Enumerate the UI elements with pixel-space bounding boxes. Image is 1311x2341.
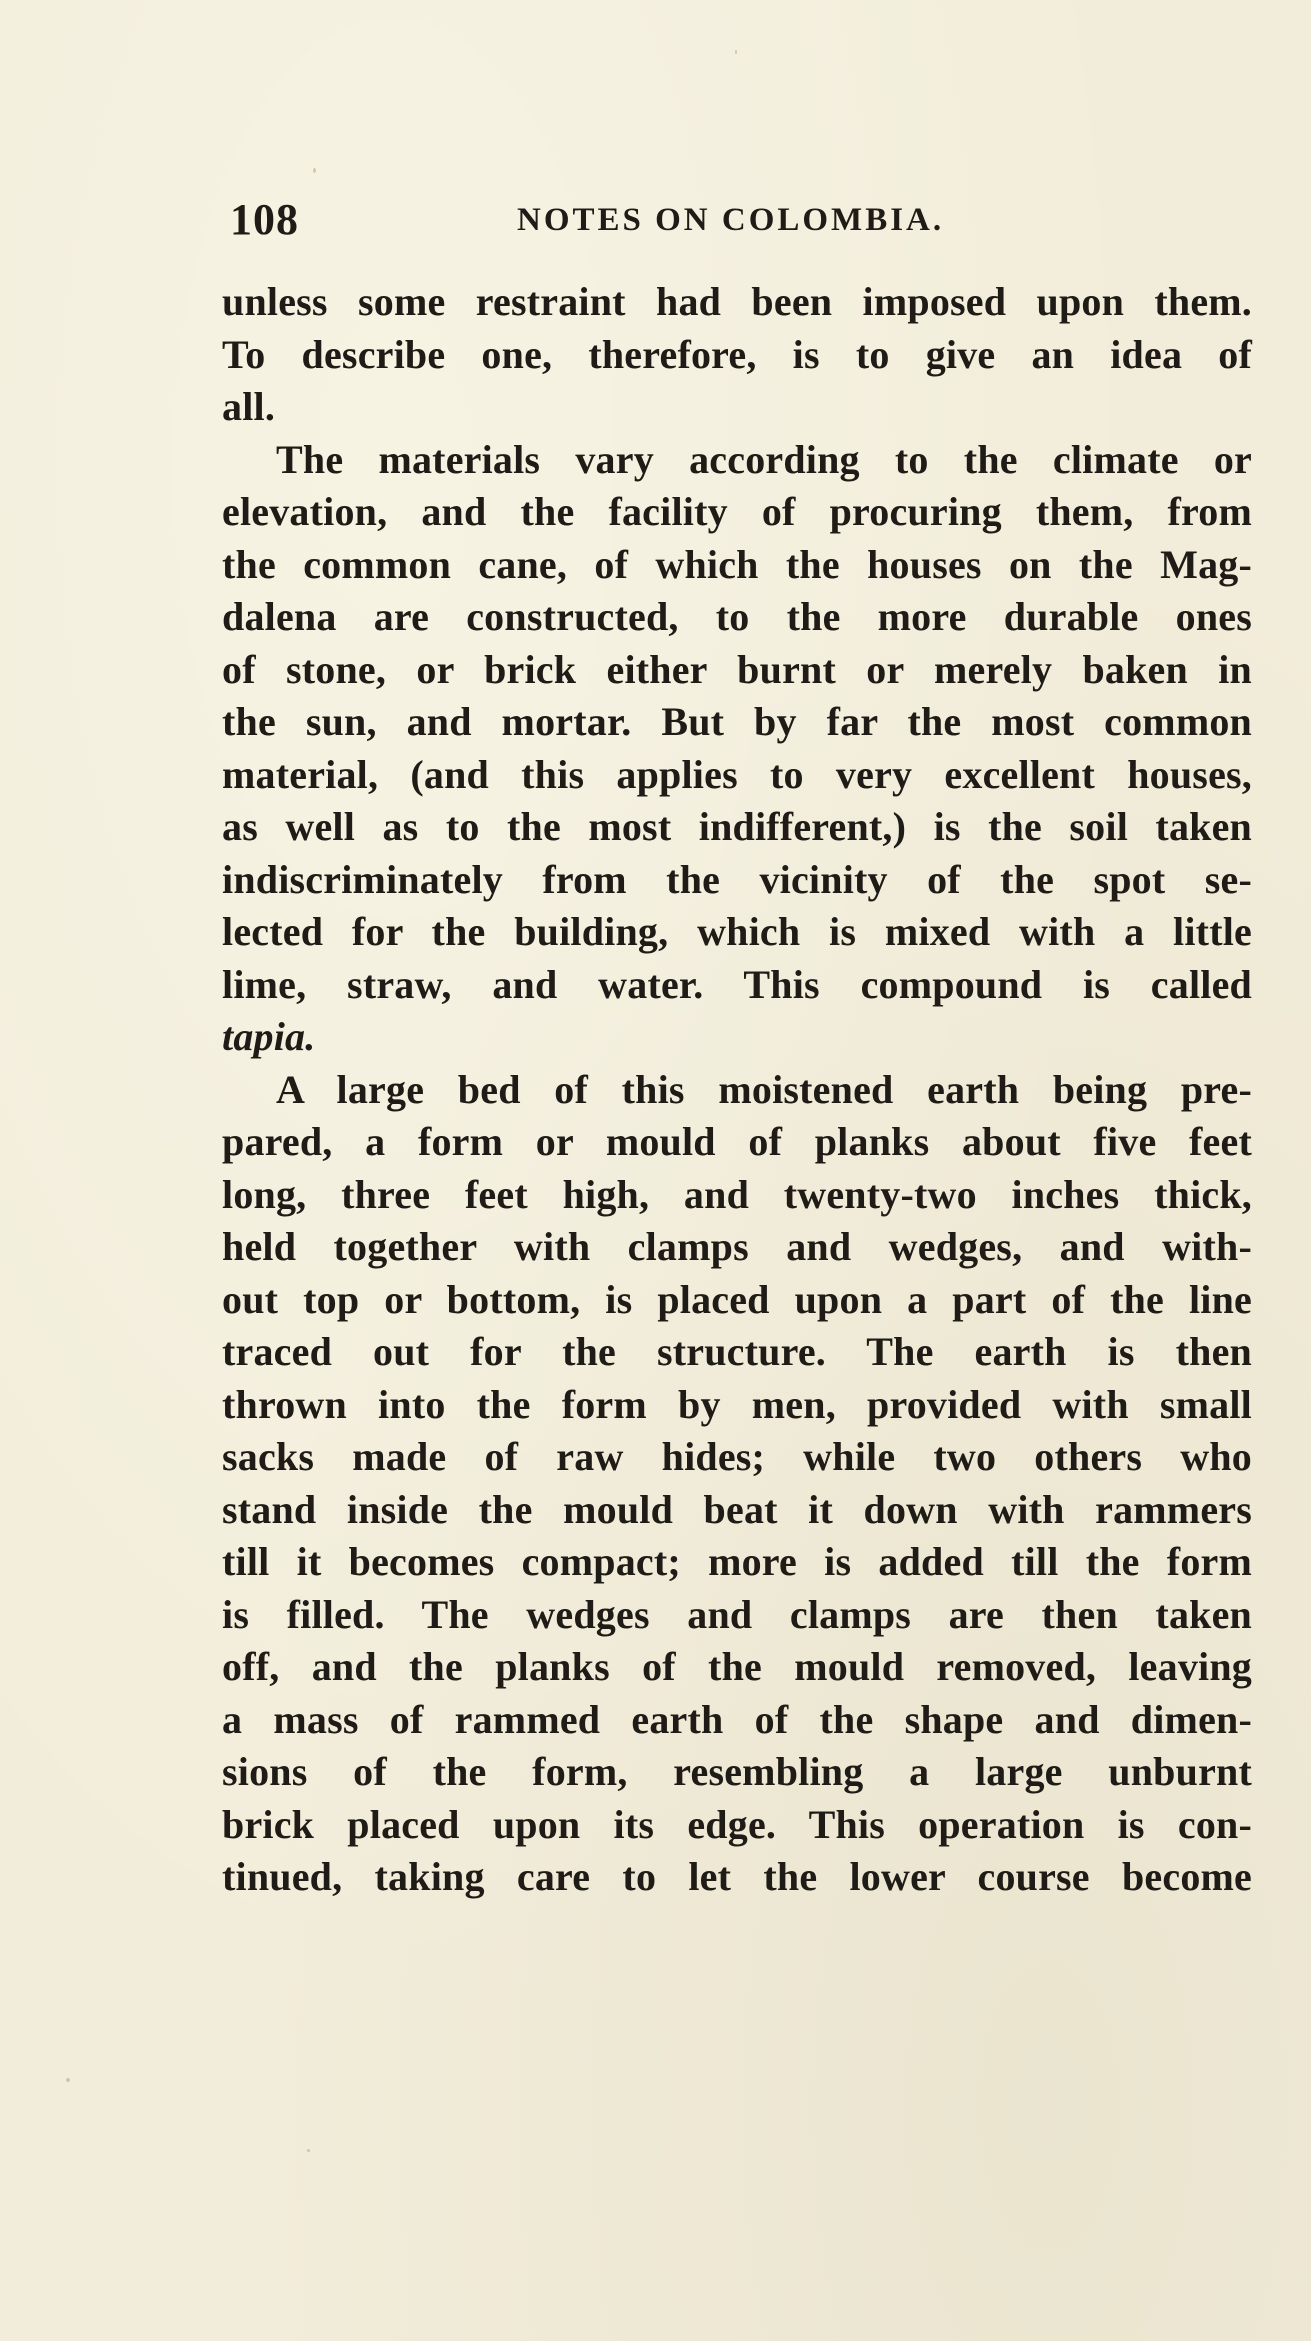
- text-line: stand inside the mould beat it down with rammers: [222, 1486, 1252, 1532]
- text-line: pared, a form or mould of planks about five feet: [222, 1119, 1252, 1164]
- text-line: unless some restraint had been imposed upon them.: [222, 279, 1252, 324]
- page-number: 108: [230, 195, 299, 244]
- text-line: dalena are constructed, to the more durable ones: [222, 594, 1252, 639]
- text-line: sions of the form, resembling a large unburnt: [222, 1749, 1252, 1794]
- page-header: [222, 194, 1252, 254]
- text-line: as well as to the most indifferent,) is the soil taken: [222, 804, 1252, 849]
- text-line: lected for the building, which is mixed with a little: [222, 909, 1252, 954]
- text-line: till it becomes compact; more is added till the form: [222, 1539, 1252, 1584]
- paper-speck: [66, 2078, 70, 2082]
- body-text: [222, 276, 1252, 1904]
- text-line: To describe one, therefore, is to give an idea of: [222, 331, 1252, 377]
- paper-speck: [307, 2149, 310, 2152]
- text-line: The materials vary according to the climate or: [276, 436, 1252, 482]
- text-line: sacks made of raw hides; while two others who: [222, 1434, 1252, 1479]
- text-line: is filled. The wedges and clamps are then taken: [222, 1591, 1252, 1637]
- text-line: material, (and this applies to very excellent houses,: [222, 751, 1252, 797]
- text-line: tinued, taking care to let the lower course become: [222, 1854, 1252, 1899]
- text-line: all.: [222, 384, 276, 429]
- text-line: a mass of rammed earth of the shape and dimen-: [222, 1696, 1252, 1742]
- text-line: brick placed upon its edge. This operation is con-: [222, 1801, 1252, 1847]
- text-line: the sun, and mortar. But by far the most common: [222, 699, 1252, 744]
- text-line: tapia.: [222, 1014, 316, 1059]
- text-line: held together with clamps and wedges, and with-: [222, 1224, 1252, 1269]
- text-line: traced out for the structure. The earth is then: [222, 1329, 1252, 1374]
- text-line: indiscriminately from the vicinity of the spot se-: [222, 856, 1252, 902]
- text-line: off, and the planks of the mould removed, leaving: [222, 1644, 1252, 1689]
- running-head: NOTES ON COLOMBIA.: [517, 202, 945, 238]
- text-line: lime, straw, and water. This compound is called: [222, 961, 1252, 1007]
- text-line: out top or bottom, is placed upon a part of the line: [222, 1276, 1252, 1322]
- text-line: thrown into the form by men, provided with small: [222, 1381, 1252, 1427]
- text-line: A large bed of this moistened earth being pre-: [276, 1066, 1252, 1112]
- text-line: long, three feet high, and twenty-two inches thick,: [222, 1171, 1252, 1217]
- paper-speck: [735, 50, 737, 54]
- text-line: of stone, or brick either burnt or merely baken in: [222, 646, 1252, 692]
- text-line: elevation, and the facility of procuring them, from: [222, 489, 1252, 534]
- text-line: the common cane, of which the houses on the Mag-: [222, 541, 1252, 587]
- paper-speck: [313, 168, 316, 173]
